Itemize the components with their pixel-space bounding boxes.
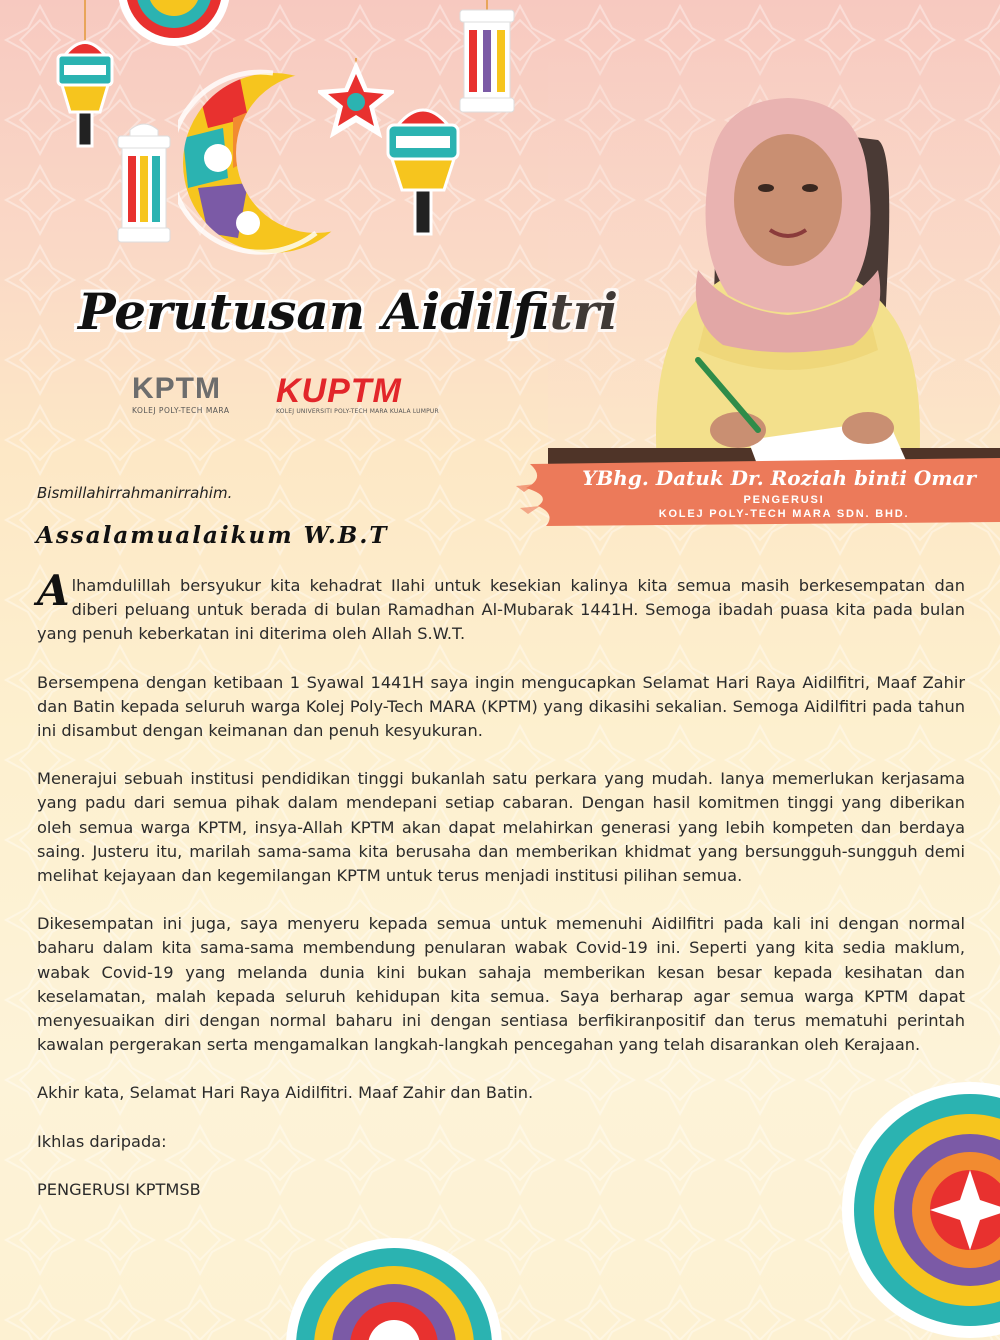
paragraph-4: Dikesempatan ini juga, saya menyeru kepada semua untuk memenuhi Aidilfitri pada kali ini dengan normal baharu dalam kita sama-sama membendung penularan wabak Covid-19 ini. Seperti yang kita sedia maklum, wabak Covid-19 yang melanda dunia kini bukan sahaja memberikan kesan besar kepada kesihatan dan keselamatan, malah kepada seluruh kehidupan kita semua. Saya berharap agar semua warga KPTM dapat menyesuaikan diri dengan normal baharu ini dengan sentiasa berfikiranpositif dan terus mematuhi perintah kawalan pergerakan serta mengamalkan langkah-langkah pencegahan yang telah disarankan oleh Kerajaan. xyxy=(37,914,965,1055)
chairperson-portrait xyxy=(548,60,1000,480)
kptm-logo-wordmark: KPTM xyxy=(132,372,221,405)
sign-off: Ikhlas daripada: xyxy=(37,1131,167,1151)
paragraph-2: Bersempena dengan ketibaan 1 Syawal 1441H saya ingin mengucapkan Selamat Hari Raya Aidilfitri, Maaf Zahir dan Batin kepada seluruh warga Kolej Poly-Tech MARA (KPTM) yang dikasihi sekalian. Semoga Aidilfitri pada tahun ini disambut dengan keimanan dan penuh kesyukuran. xyxy=(37,672,965,741)
signer-title: PENGERUSI KPTMSB xyxy=(37,1179,201,1199)
signatory-name: YBhg. Datuk Dr. Roziah binti Omar xyxy=(582,466,976,490)
star-ornament-icon xyxy=(318,58,394,138)
kptm-logo-subtitle: KOLEJ POLY-TECH MARA xyxy=(132,406,230,415)
kuptm-logo-subtitle: KOLEJ UNIVERSITI POLY-TECH MARA KUALA LUMPUR xyxy=(276,408,439,415)
kptm-logo xyxy=(132,372,254,418)
signatory-organisation: KOLEJ POLY-TECH MARA SDN. BHD. xyxy=(658,508,910,520)
opening-greeting: Bismillahirrahmanirrahim. xyxy=(37,484,233,502)
lantern-icon xyxy=(108,118,180,258)
paragraph-1: Alhamdulillah bersyukur kita kehadrat Ilahi untuk kesekian kalinya kita semua masih berkesempatan dan diberi peluang untuk berada di bulan Ramadhan Al-Mubarak 1441H. Semoga ibadah puasa kita pada bulan yang penuh keberkatan ini diterima oleh Allah S.W.T. xyxy=(37,566,965,644)
paragraph-3: Menerajui sebuah institusi pendidikan tinggi bukanlah satu perkara yang mudah. Ianya memerlukan kerjasama yang padu dari semua pihak dalam mendepani setiap cabaran. Dengan hasil komitmen tinggi yang diberikan oleh semua warga KPTM, insya-Allah KPTM akan dapat melahirkan generasi yang lebih kompeten dan berdaya saing. Justeru itu, marilah sama-sama kita berusaha dan memberikan khidmat yang bersungguh-sungguh demi melihat kejayaan dan kegemilangan KPTM untuk terus menjadi institusi pilihan semua. xyxy=(37,769,965,886)
mandala-ornament-icon xyxy=(284,1216,504,1340)
crescent-moon-icon xyxy=(178,58,338,258)
page-title: Perutusan Aidilfitri xyxy=(78,282,619,341)
kuptm-logo-wordmark: KUPTM xyxy=(276,372,402,410)
kuptm-logo xyxy=(276,372,466,418)
salam-heading: Assalamualaikum W.B.T xyxy=(36,522,389,549)
letter-body xyxy=(37,566,965,1226)
signatory-role: PENGERUSI xyxy=(743,494,825,506)
closing-line: Akhir kata, Selamat Hari Raya Aidilfitri. Maaf Zahir dan Batin. xyxy=(37,1083,534,1103)
mandala-ornament-icon xyxy=(104,0,244,50)
